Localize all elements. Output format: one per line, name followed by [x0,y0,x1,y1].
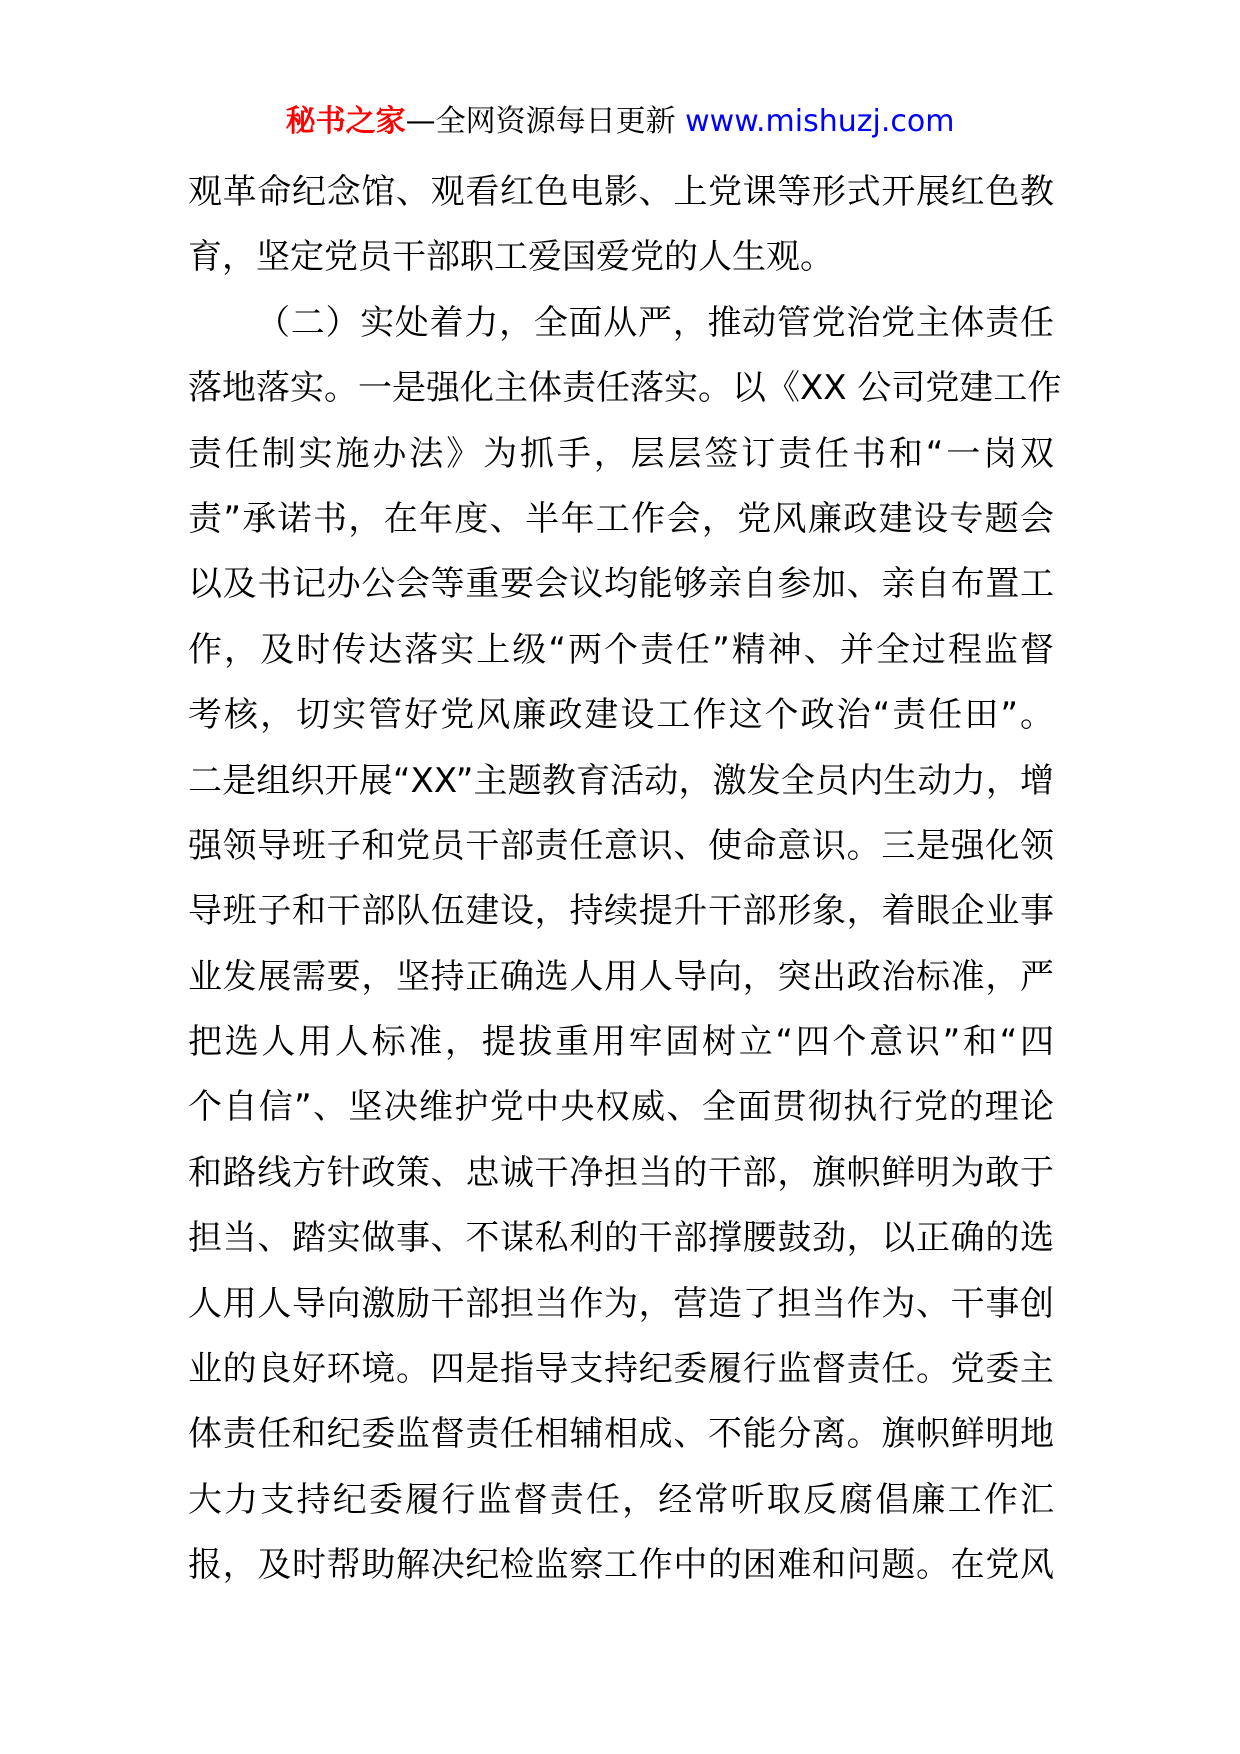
document-body [188,160,1062,1599]
body-line: 责任制实施办法》为抓手，层层签订责任书和“一岗双 [188,433,1054,474]
body-line: 以及书记办公会等重要会议均能够亲自参加、亲自布置工 [188,564,1054,605]
body-line: 体责任和纪委监督责任相辅相成、不能分离。旗帜鲜明地 [188,1414,1054,1455]
body-line: 个自信”、坚决维护党中央权威、全面贯彻执行党的理论 [188,1087,1054,1128]
body-line: 报，及时帮助解决纪检监察工作中的困难和问题。在党风 [188,1545,1054,1586]
body-line: 业的良好环境。四是指导支持纪委履行监督责任。党委主 [188,1349,1054,1390]
body-line: 考核，切实管好党风廉政建设工作这个政治“责任田”。 [188,695,1054,736]
body-line: 落地落实。一是强化主体责任落实。以《XX 公司党建工作 [188,368,1062,409]
body-line: 担当、踏实做事、不谋私利的干部撑腰鼓劲，以正确的选 [188,1218,1054,1259]
section-heading-line: （二）实处着力，全面从严，推动管党治党主体责任 [256,302,1054,343]
body-line: 导班子和干部队伍建设，持续提升干部形象，着眼企业事 [188,891,1054,932]
body-line: 大力支持纪委履行监督责任，经常听取反腐倡廉工作汇 [188,1479,1054,1520]
banner-tagline: —全网资源每日更新 [405,104,676,139]
body-line: 人用人导向激励干部担当作为，营造了担当作为、干事创 [188,1283,1054,1324]
body-line: 二是组织开展“XX”主题教育活动，激发全员内生动力，增 [188,760,1054,801]
site-banner [0,100,1240,144]
body-line: 业发展需要，坚持正确选人用人导向，突出政治标准，严 [188,956,1054,997]
body-line: 把选人用人标准，提拔重用牢固树立“四个意识”和“四 [188,1022,1054,1063]
body-line: 育，坚定党员干部职工爱国爱党的人生观。 [188,237,834,278]
body-line: 和路线方针政策、忠诚干净担当的干部，旗帜鲜明为敢于 [188,1152,1054,1193]
body-line: 作，及时传达落实上级“两个责任”精神、并全过程监督 [188,629,1054,670]
brand-name: 秘书之家 [285,104,406,139]
body-line: 强领导班子和党员干部责任意识、使命意识。三是强化领 [188,825,1054,866]
body-line: 责”承诺书，在年度、半年工作会，党风廉政建设专题会 [188,498,1054,539]
site-url[interactable]: www.mishuzj.com [685,104,955,139]
body-line: 观革命纪念馆、观看红色电影、上党课等形式开展红色教 [188,172,1054,212]
